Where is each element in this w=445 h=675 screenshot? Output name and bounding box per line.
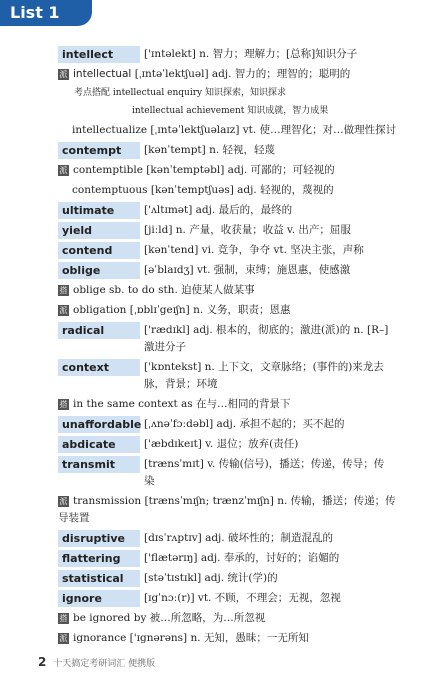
headword: ignore xyxy=(58,590,140,607)
derivative-contemptuous: contemptuous [kənˈtemptʃuəs] adj. 轻视的，蔑视的 xyxy=(72,184,334,196)
headword: flattering xyxy=(58,550,140,567)
headword: statistical xyxy=(58,570,140,587)
entry-intellect xyxy=(58,46,398,63)
derivative-icon: 派 xyxy=(59,165,68,175)
definition: ['æbdɪkeɪt] v. 退位；放弃(责任) xyxy=(144,438,299,450)
page-footer xyxy=(38,655,155,669)
derivative-obligation: 派 obligation [ˌɒblɪˈgeɪʃn] n. 义务，职责；恩惠 xyxy=(59,304,291,316)
definition: [stəˈtɪstɪkl] adj. 统计(学)的 xyxy=(144,572,278,584)
headword: ultimate xyxy=(58,202,140,219)
derivative-icon: 派 xyxy=(59,69,68,79)
headword: context xyxy=(58,359,140,376)
derivative-icon: 派 xyxy=(59,496,68,506)
headword: yield xyxy=(58,222,140,239)
list-title-tab: List 1 xyxy=(0,0,92,26)
entry-ignore xyxy=(58,590,398,607)
derivative-transmission: 派 transmission [trænsˈmɪʃn; trænzˈmɪʃn] n. 传输，播送；传递；传导装置 xyxy=(58,495,396,524)
headword: unaffordable xyxy=(58,416,140,433)
definition: [trænsˈmɪt] v. 传输(信号)，播送；传递，传导；传染 xyxy=(144,458,385,487)
entry-contend xyxy=(58,242,398,259)
headword: abdicate xyxy=(58,436,140,453)
headword: disruptive xyxy=(58,530,140,547)
headword: intellect xyxy=(58,46,140,63)
phrase-icon: 搭 xyxy=(59,613,68,623)
phrase-block xyxy=(58,86,398,101)
headword: oblige xyxy=(58,262,140,279)
derivative-intellectualize: intellectualize [ˌɪntəˈlektʃuəlaɪz] vt. 使…理智化；对…做理性探讨 xyxy=(72,124,397,136)
phrase-2: intellectual achievement 知识成就，智力成果 xyxy=(132,106,329,116)
headword: transmit xyxy=(58,456,140,473)
entry-transmit xyxy=(58,456,398,490)
derivative-icon: 派 xyxy=(59,305,68,315)
book-title: 十天搞定考研词汇 便携版 xyxy=(53,659,156,669)
vocabulary-list xyxy=(58,46,398,650)
entry-unaffordable xyxy=(58,416,398,433)
definition: [dɪsˈrʌptɪv] adj. 破坏性的；制造混乱的 xyxy=(144,532,333,544)
phrase-ignore: 搭 be ignored by 被…所忽略，为…所忽视 xyxy=(59,612,266,624)
derivative-intellectual: 派 intellectual [ˌɪntəˈlektʃuəl] adj. 智力的；理智的；聪明的 xyxy=(59,68,351,80)
definition: [əˈblaɪdʒ] vt. 强制，束缚；施恩惠，使感激 xyxy=(144,264,351,276)
definition: [ˌʌnəˈfɔːdəbl] adj. 承担不起的；买不起的 xyxy=(144,418,345,430)
entry-context xyxy=(58,359,398,393)
phrase-oblige: 搭 oblige sb. to do sth. 迫使某人做某事 xyxy=(59,284,255,296)
entry-radical xyxy=(58,322,398,356)
headword: contend xyxy=(58,242,140,259)
entry-ultimate xyxy=(58,202,398,219)
entry-yield xyxy=(58,222,398,239)
entry-flattering xyxy=(58,550,398,567)
derivative-contemptible: 派 contemptible [kənˈtemptəbl] adj. 可鄙的；可轻视的 xyxy=(59,164,335,176)
entry-statistical xyxy=(58,570,398,587)
derivative-icon: 派 xyxy=(59,633,68,643)
entry-contempt xyxy=(58,142,398,159)
headword: contempt xyxy=(58,142,140,159)
definition: [jiːld] n. 产量，收获量；收益 v. 出产；屈服 xyxy=(144,224,351,236)
derivative-ignorance: 派 ignorance ['ɪgnərəns] n. 无知，愚昧；一无所知 xyxy=(59,632,309,644)
phrase-icon: 搭 xyxy=(59,285,68,295)
entry-abdicate xyxy=(58,436,398,453)
entry-disruptive xyxy=(58,530,398,547)
definition: ['rædɪkl] adj. 根本的，彻底的；激进(派)的 n. [R–] 激进分子 xyxy=(144,324,389,353)
definition: [ɪgˈnɔː(r)] vt. 不顾，不理会；无视，忽视 xyxy=(144,592,341,604)
phrase-label: 考点搭配 xyxy=(74,88,111,98)
definition: ['ɪntəlekt] n. 智力；理解力；[总称]知识分子 xyxy=(144,48,358,60)
definition: ['ʌltɪmət] adj. 最后的，最终的 xyxy=(144,204,293,216)
definition: [kənˈtend] vi. 竞争，争夺 vt. 坚决主张，声称 xyxy=(144,244,364,256)
entry-oblige xyxy=(58,262,398,279)
page-number: 2 xyxy=(38,655,47,669)
phrase-1: intellectual enquiry 知识探索，知识探求 xyxy=(112,88,286,98)
phrase-context: 搭 in the same context as 在与…相同的背景下 xyxy=(59,398,291,410)
headword: radical xyxy=(58,322,140,339)
phrase-icon: 搭 xyxy=(59,399,68,409)
definition: ['kɒntekst] n. 上下文，文章脉络；(事件的)来龙去脉，背景；环境 xyxy=(144,361,384,390)
definition: ['flætərɪŋ] adj. 奉承的，讨好的；谄媚的 xyxy=(144,552,340,564)
definition: [kənˈtempt] n. 轻视，轻蔑 xyxy=(144,144,276,156)
